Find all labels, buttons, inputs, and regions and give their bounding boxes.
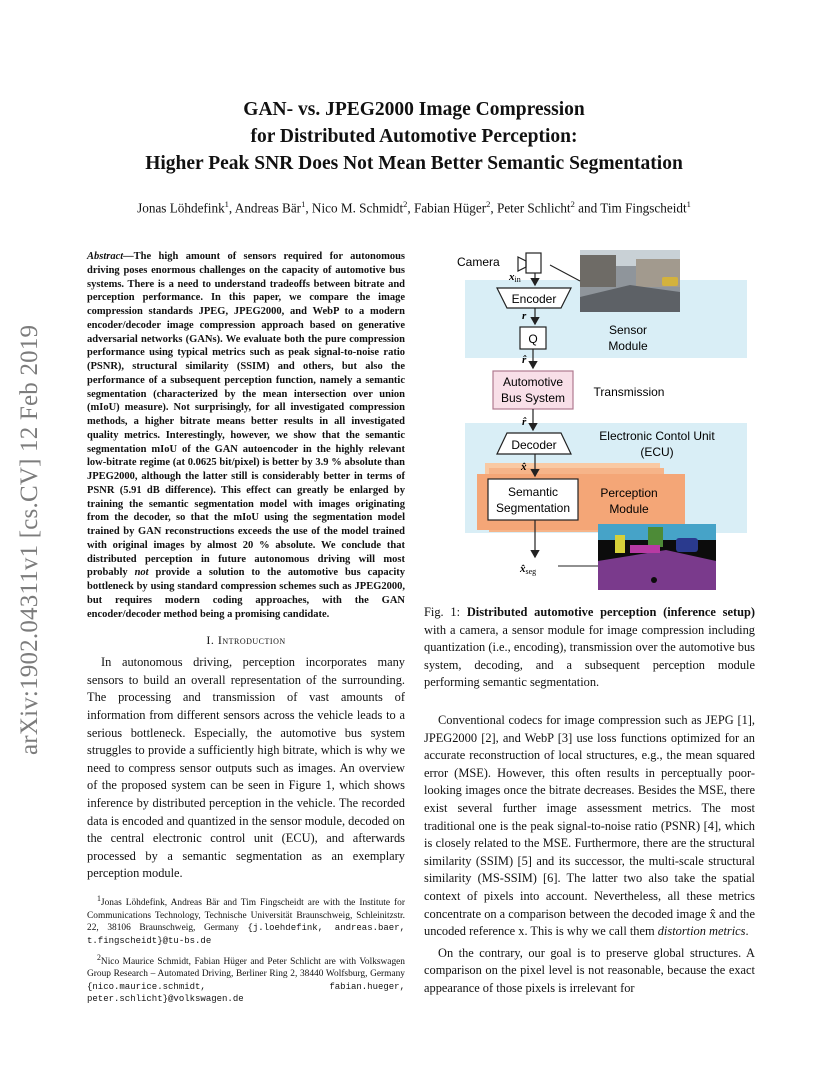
r-label: r bbox=[522, 310, 527, 322]
author-separator: and bbox=[574, 200, 601, 216]
x-in-label: x bbox=[509, 271, 515, 283]
author-name: Nico M. Schmidt bbox=[311, 200, 404, 216]
camera-image bbox=[580, 250, 680, 312]
abstract-lead: Abstract bbox=[87, 251, 124, 262]
title-line-2: for Distributed Automotive Perception: bbox=[250, 126, 578, 147]
abstract-dash: — bbox=[123, 251, 134, 262]
x-seg-label: x̂ bbox=[520, 563, 526, 575]
caption-bold: Distributed automotive perception (inference setup) bbox=[466, 605, 755, 619]
sensor-module-label-1: Sensor bbox=[608, 323, 648, 337]
left-column bbox=[87, 250, 405, 883]
sensor-module-label-2: Module bbox=[608, 339, 648, 353]
paragraph-text: Conventional codecs for image compression such as JEPG [1], JPEG2000 [2], and WebP [3] use loss functions optimized for an accurate reconstruction of local structures, e.g., the mean squared error (MSE). However, this often results in perceptually poor-looking images once the bitrate decreases. Besides the MSE, there exist several further image assessment metrics. The most traditional one is the peak signal-to-noise ratio (PSNR) [4], which is closely related to the MSE. Furthermore, there are the structural similarity (SSIM) [5] and its successor, the multi-scale structural similarity (MS-SSIM) [6]. The latter two also take the spatial context of pixels into account. Nevertheless, all these metrics concentrate on a comparison between the decoded image x̂ and the uncoded reference x. This is why we call them bbox=[424, 712, 755, 939]
footnote-text: Nico Maurice Schmidt, Fabian Hüger and Peter Schlicht are with Volkswagen Group Research – Automated Driving, Berliner Ring 2, 38440 Wolfsburg, Germany bbox=[87, 956, 405, 980]
figure-1-diagram bbox=[440, 245, 750, 595]
affiliation-mark: 1 bbox=[686, 199, 691, 209]
camera-label: Camera bbox=[457, 255, 500, 269]
body-paragraph: On the contrary, our goal is to preserve global structures. A comparison on the pixel level is not reasonable, because the exact appearance of those pixels is irrelevant for bbox=[424, 945, 755, 995]
camera-icon bbox=[518, 253, 541, 273]
x-hat-label: x̂ bbox=[521, 461, 527, 473]
abstract bbox=[87, 250, 405, 621]
segmentation-label-1: Semantic bbox=[507, 485, 559, 499]
x-seg-subscript: seg bbox=[525, 567, 537, 576]
author-separator: , bbox=[228, 200, 235, 216]
right-column bbox=[424, 604, 755, 997]
author-separator: , bbox=[407, 200, 414, 216]
intro-paragraph: In autonomous driving, perception incorporates many sensors to build an overall representation of the surrounding. The processing and transmission of vast amounts of information from different sensors across the vehicle leads to a serious bottleneck. Especially, the automotive bus system struggles to provide a sufficiently high bitrate, which is why we need to compress sensor outputs such as images. An overview of the proposed system can be seen in Figure 1, which shows inference by distributed perception in the vehicle. The recorded data is encoded and quantized in the sensor module, decoded on the central electronic control unit (ECU), and afterwards processed by a semantic segmentation as an exemplary perception module. bbox=[87, 655, 405, 881]
title-line-1: GAN- vs. JPEG2000 Image Compression bbox=[243, 99, 585, 120]
affiliation-mark: 2 bbox=[403, 199, 408, 209]
author-name: Fabian Hüger bbox=[413, 200, 487, 216]
footnote-mark: 2 bbox=[97, 952, 101, 962]
author-separator: , bbox=[305, 200, 312, 216]
author-separator: , bbox=[490, 200, 497, 216]
affiliation-mark: 2 bbox=[486, 199, 491, 209]
abstract-text-2: provide a solution to the automotive bus capacity bottleneck by using standard compression schemes such as JPEG2000, but requires modern coding approaches, with the GAN encoder/decoder method being a promising candidate. bbox=[87, 567, 405, 620]
segmentation-output-image bbox=[598, 524, 716, 590]
title-line-3: Higher Peak SNR Does Not Mean Better Semantic Segmentation bbox=[145, 153, 683, 174]
perception-label-2: Module bbox=[609, 502, 649, 516]
author-name: Tim Fingscheidt bbox=[600, 200, 687, 216]
quantizer-label: Q bbox=[528, 332, 538, 346]
affiliation-mark: 1 bbox=[224, 199, 229, 209]
footnotes bbox=[87, 893, 405, 1010]
encoder-label: Encoder bbox=[511, 292, 557, 306]
abstract-emphasis: not bbox=[134, 567, 149, 579]
author-list bbox=[0, 199, 828, 216]
affiliation-mark: 1 bbox=[301, 199, 306, 209]
author-name: Andreas Bär bbox=[234, 200, 302, 216]
x-in-subscript: in bbox=[514, 275, 521, 284]
caption-text: with a camera, a sensor module for image compression including quantization (i.e., encoding), transmission over the automotive bus system, decoding, and a subsequent perception module performing semantic segmentation. bbox=[424, 622, 755, 690]
decoder-label: Decoder bbox=[511, 438, 557, 452]
abstract-text-1: The high amount of sensors required for autonomous driving poses enormous challenges on the capacity of automotive bus systems. There is a need to understand tradeoffs between bitrate and perception performance. In this paper, we compare the image compression standards JPEG, JPEG2000, and WebP to a modern encoder/decoder image compression approach based on generative adversarial networks (GANs). We evaluate both the pure compression performance using typical metrics such as peak signal-to-noise ratio (PSNR), structural similarity (SSIM) and others, but also the performance of a subsequent perception function, namely a semantic segmentation (characterized by the mean intersection over union (mIoU) measure). Not surprisingly, for all investigated compression methods, a higher bitrate means better results in all investigated quality metrics. Interestingly, however, we show that the semantic segmentation mIoU of the GAN autoencoder in the highly relevant low-bitrate regime (at 0.0625 bit/pixel) is better by 3.9 % absolute than JPEG2000, although the latter still is considerably better in terms of PSNR (5.91 dB difference). This effect can greatly be enlarged by training the semantic segmentation model with images originating from the decoder, so that the mIoU using the segmentation model trained by GAN reconstructions exceeds the use of the model trained with original images by almost 20 % absolute. We conclude that distributed perception in future autonomous driving will most probably bbox=[87, 251, 405, 579]
segmentation-label-2: Segmentation bbox=[495, 501, 571, 515]
caption-label: Fig. 1: bbox=[424, 605, 467, 619]
footnote-text: Jonas Löhdefink, Andreas Bär and Tim Fingscheidt are with the Institute for Communications Technology, Technische Universität Braunschweig, Schleinitzstr. 22, 38106 Braunschweig, Germany bbox=[87, 898, 405, 934]
footnote-email: {nico.maurice.schmidt, fabian.hueger, peter.schlicht}@volkswagen.de bbox=[87, 981, 405, 1005]
author-name: Peter Schlicht bbox=[496, 200, 571, 216]
footnote-email: {j.loehdefink, andreas.baer, t.fingscheidt}@tu-bs.de bbox=[87, 923, 405, 946]
footnote-1 bbox=[87, 893, 405, 948]
ecu-label-1: Electronic Contol Unit bbox=[599, 429, 715, 443]
arxiv-stamp: arXiv:1902.04311v1 [cs.CV] 12 Feb 2019 bbox=[16, 324, 43, 755]
svg-text:x̂seg bbox=[519, 563, 536, 576]
paragraph-end: . bbox=[745, 924, 749, 939]
ecu-label-2: (ECU) bbox=[640, 445, 674, 459]
paragraph-emphasis: distortion metrics bbox=[657, 924, 746, 939]
svg-text:xin bbox=[508, 271, 521, 284]
r-hat-label: r̂ bbox=[522, 354, 527, 366]
author-name: Jonas Löhdefink bbox=[137, 200, 225, 216]
bus-system-label-1: Automotive bbox=[502, 375, 564, 389]
r-hat-label-2: r̂ bbox=[522, 416, 527, 428]
bus-system-label-2: Bus System bbox=[500, 391, 566, 405]
figure-caption bbox=[424, 604, 755, 692]
section-heading: I. Introduction bbox=[206, 633, 286, 648]
footnote-mark: 1 bbox=[97, 894, 101, 903]
transmission-label: Transmission bbox=[593, 385, 665, 399]
affiliation-mark: 2 bbox=[570, 199, 575, 209]
paper-title bbox=[0, 96, 828, 177]
perception-label-1: Perception bbox=[600, 486, 658, 500]
body-paragraph bbox=[424, 712, 755, 941]
footnote-2 bbox=[87, 952, 405, 1007]
